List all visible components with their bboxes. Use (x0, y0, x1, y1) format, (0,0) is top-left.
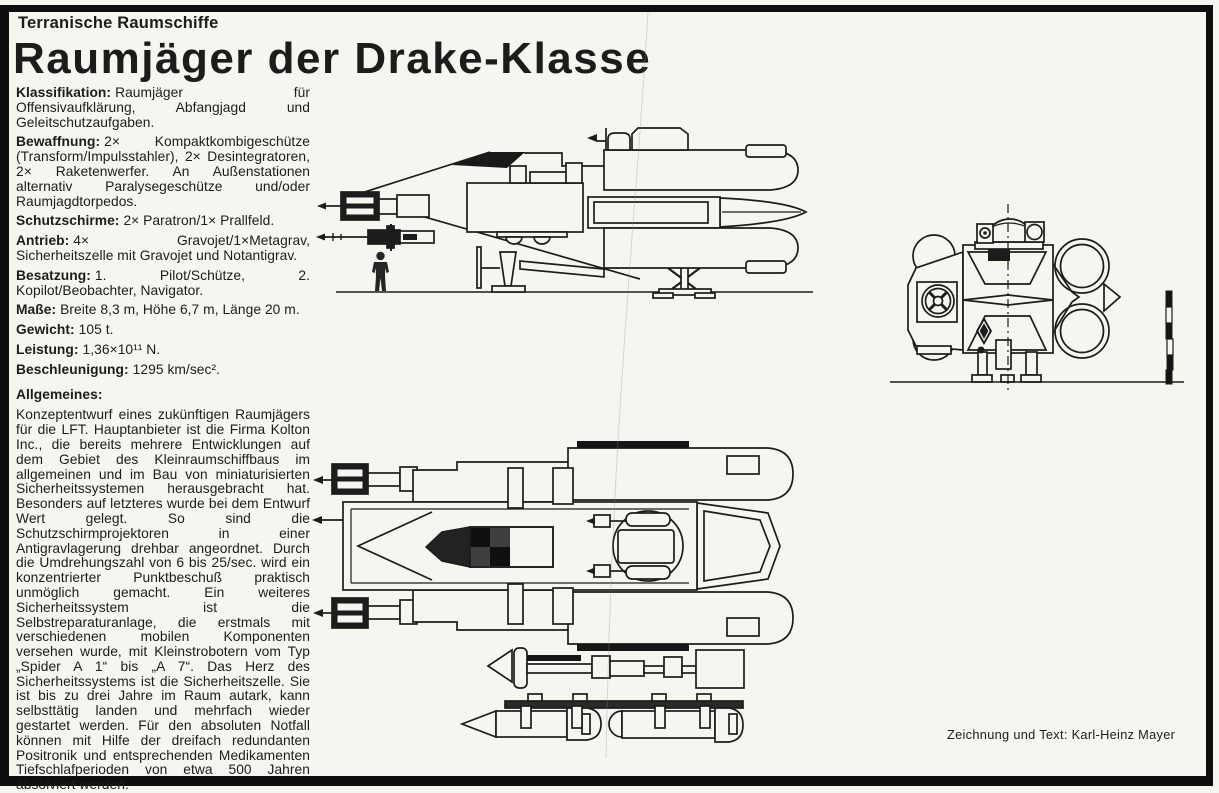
series-label: Terranische Raumschiffe (18, 14, 219, 32)
spec-label: Schutzschirme: (16, 213, 120, 229)
gun-arrow-icon (316, 234, 325, 241)
front-rear-view-drawing (890, 204, 1184, 394)
nose-arrow-icon (312, 516, 322, 524)
spec-label: Klassifikation: (16, 85, 112, 100)
spec-label: Bewaffnung: (16, 134, 101, 150)
spec-label: Gewicht: (16, 322, 75, 338)
detail-torpedoes-drawing (462, 694, 743, 742)
top-view-drawing (312, 441, 793, 742)
cannon-arrow-icon (317, 203, 326, 210)
spec-value: 2× Paratron/1× Prallfeld. (123, 213, 275, 229)
detail-launcher-drawing (488, 648, 744, 688)
spec-value: 4× Gravojet/1×Metagrav, Sicherheitszelle mit Gravojet und Notantigrav. (16, 233, 310, 263)
spec-value: Breite 8,3 m, Höhe 6,7 m, Länge 20 m. (60, 302, 300, 318)
general-heading: Allgemeines: (16, 386, 103, 402)
spec-value: 1. Pilot/Schütze, 2. Kopilot/Beobachter, Navigator. (16, 267, 310, 298)
spec-label: Maße: (16, 302, 57, 318)
spec-value: 1,36×10¹¹ N. (82, 341, 161, 357)
wheel-turret (922, 285, 954, 317)
weapon-arrow-icon (313, 609, 323, 617)
page-title: Raumjäger der Drake-Klasse (13, 34, 652, 83)
general-body: Konzeptentwurf eines zukünftigen Raumjägers für die LFT. Hauptanbieter ist die Firma Kolton Inc., die bereits mehrere Entwicklungen auf dem Gebiet des Kleinraumschiffbaus im allgemeinen und im Bau von miniaturisierten Sicherheitssystemen herausgebracht hat. Besonders auf letzteres wurde bei dem Entwurf Wert gelegt. So sind die Schutzschirmprojektoren in einer Antigravlagerung drehbar angeordnet. Durch die Umdrehungszahl von 6 bis 25/sec. wird ein konzentrierter Punktbeschuß praktisch unmöglich gemacht. Ein weiteres Sicherheitssystem ist die Selbstreparaturanlage, die erstmals mit verschiedenen mobilen Komponenten versehen wurde, mit Kleinstrobotern vom Typ „Spider A 1“ bis „A 7“. Das Herz des Sicherheitssystems ist die Sicherheitszelle. Sie ist bis zu drei Jahre im Raum autark, kann selbsttätig landen und mehrfach wieder gestartet werden. Für den absoluten Notfall können mit Hilfe der dreifach redundanten Positronik und entsprechenden Medikamenten Tiefschlafperioden von etwa 500 Jahren absolviert werden. (16, 407, 310, 793)
spec-value: 1295 km/sec². (132, 361, 220, 377)
spec-value: 2× Kompaktkombigeschütze (Transform/Impulsstahler), 2× Desintegratoren, 2× Raketenwerfer. An Außenstationen alternativ Paralysegeschütze und/oder Raumjagdtorpedos. (16, 134, 310, 209)
spec-label: Leistung: (16, 341, 79, 357)
spec-label: Beschleunigung: (16, 361, 129, 377)
spec-label: Besatzung: (16, 267, 91, 283)
scale-figure-human (372, 252, 389, 291)
spec-value: 105 t. (78, 322, 114, 338)
spec-value: Raumjäger für Offensivaufklärung, Abfangjagd und Geleitschutzaufgaben. (16, 85, 310, 130)
side-view-drawing (316, 128, 813, 298)
spec-label: Antrieb: (16, 233, 70, 249)
credit-line: Zeichnung und Text: Karl-Heinz Mayer (947, 727, 1176, 742)
direction-arrow-icon (587, 134, 597, 142)
scale-bar (1166, 291, 1173, 384)
weapon-arrow-icon (313, 476, 323, 484)
